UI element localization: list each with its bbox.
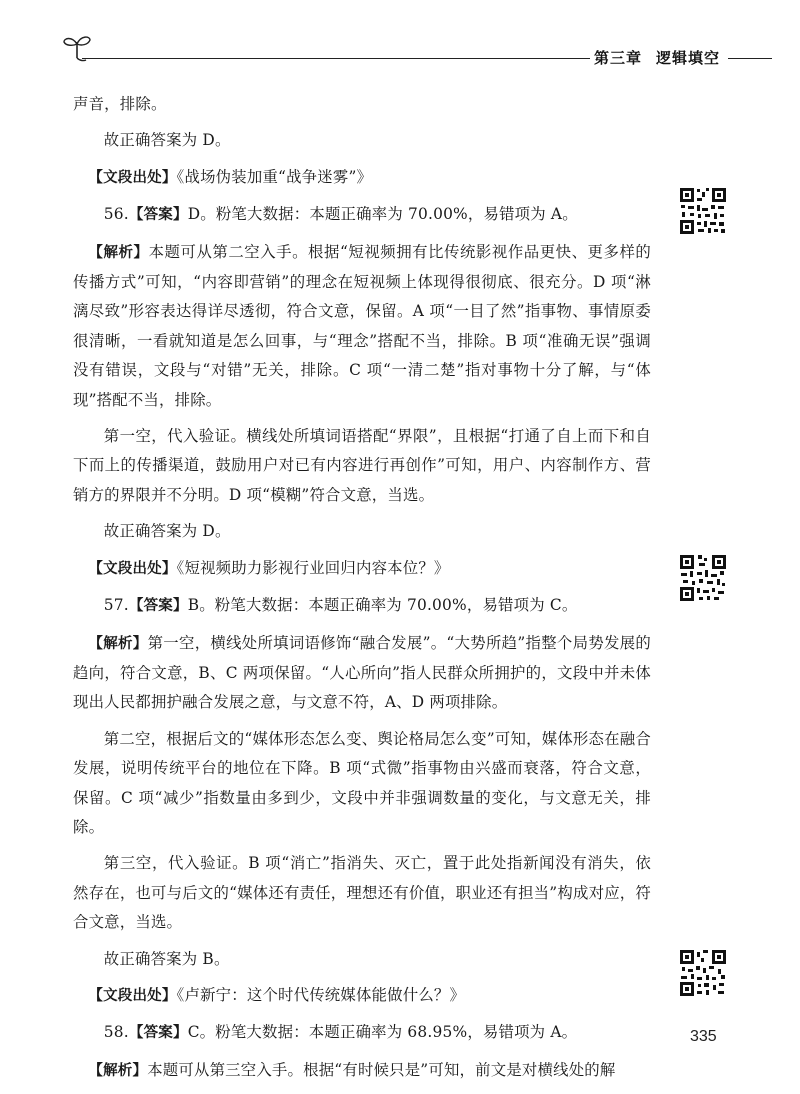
answer-line [73,591,651,621]
paragraph: 故正确答案为 B。 [103,949,230,968]
paragraph: 第二空，根据后文的“媒体形态怎么变、舆论格局怎么变”可知，媒体形态在融合发展，说明传统平台的地位在下降。B 项“式微”指事物由兴盛而衰落，符合文意，保留。C 项“减少”指数量由多到少，文段中并非强调数量的变化，与文意无关，排除。 [73,729,651,836]
analysis-paragraph [73,1056,651,1086]
source-line [73,554,651,584]
analysis-tag: 【解析】 [88,1062,148,1079]
source-text: 《卢新宁：这个时代传统媒体能做什么？》 [176,985,466,1004]
qr-code-icon[interactable] [678,186,728,236]
source-line [73,163,651,193]
analysis-tag: 【解析】 [88,244,149,261]
answer-line [73,1018,651,1048]
source-tag: 【文段出处】 [88,987,177,1004]
page-number: 335 [690,1028,717,1045]
chapter-title [594,47,720,68]
answer-tag: 【答案】 [128,598,188,615]
page-body [73,90,651,1086]
answer-line [73,200,651,230]
answer-text: C。粉笔大数据：本题正确率为 68.95%，易错项为 A。 [187,1023,578,1042]
paragraph: 第三空，代入验证。B 项“消亡”指消失、灭亡，置于此处指新闻没有消失，依然存在，也可与后文的“媒体还有责任，理想还有价值，职业还有担当”构成对应，符合文意，当选。 [73,854,651,932]
source-tag: 【文段出处】 [88,169,177,186]
source-text: 《短视频助力影视行业回归内容本位？》 [176,558,450,577]
paragraph: 故正确答案为 D。 [103,131,231,150]
section-title: 逻辑填空 [656,49,721,67]
qr-code-icon[interactable] [678,948,728,998]
paragraph: 声音，排除。 [73,95,167,113]
analysis-paragraph [73,238,651,415]
paragraph: 第一空，代入验证。横线处所填词语搭配“界限”，且根据“打通了自上而下和自下而上的传播渠道，鼓励用户对已有内容进行再创作”可知，用户、内容制作方、营销方的界限并不分明。D 项“模糊”符合文意，当选。 [73,427,651,504]
question-number: 56. [103,205,129,224]
chapter-number: 第三章 [594,49,643,67]
answer-tag: 【答案】 [128,207,188,224]
answer-text: B。粉笔大数据：本题正确率为 70.00%，易错项为 C。 [187,596,578,615]
answer-text: D。粉笔大数据：本题正确率为 70.00%，易错项为 A。 [187,205,578,224]
analysis-tag: 【解析】 [88,635,148,652]
header-rule-end [728,58,772,59]
paragraph: 故正确答案为 D。 [103,522,231,541]
question-number: 58. [103,1023,129,1042]
header-rule [82,58,590,59]
source-text: 《战场伪装加重“战争迷雾”》 [176,167,373,186]
analysis-text: 本题可从第二空入手。根据“短视频拥有比传统影视作品更快、更多样的传播方式”可知，“内容即营销”的理念在短视频上体现得很彻底、很充分。D 项“淋漓尽致”形容表达得详尽透彻，符合文意，保留。A 项“一目了然”指事物、事情原委很清晰，一看就知道是怎么回事，与“理念”搭配不当，排除。B 项“准确无误”强调没有错误，文段与“对错”无关，排除。C 项“一清二楚”指对事物十分了解，与“体现”搭配不当，排除。 [73,242,651,409]
qr-code-icon[interactable] [678,553,728,603]
source-line [73,981,651,1011]
page-header [0,0,800,80]
source-tag: 【文段出处】 [88,560,177,577]
analysis-text: 本题可从第三空入手。根据“有时候只是”可知，前文是对横线处的解 [147,1060,616,1079]
analysis-text: 第一空，横线处所填词语修饰“融合发展”。“大势所趋”指整个局势发展的趋向，符合文意，B、C 两项保留。“人心所向”指人民群众所拥护的，文段中并未体现出人民都拥护融合发展之意，与文意不符，A、D 两项排除。 [73,633,651,712]
question-number: 57. [103,596,129,615]
answer-tag: 【答案】 [128,1025,188,1042]
analysis-paragraph [73,629,651,718]
